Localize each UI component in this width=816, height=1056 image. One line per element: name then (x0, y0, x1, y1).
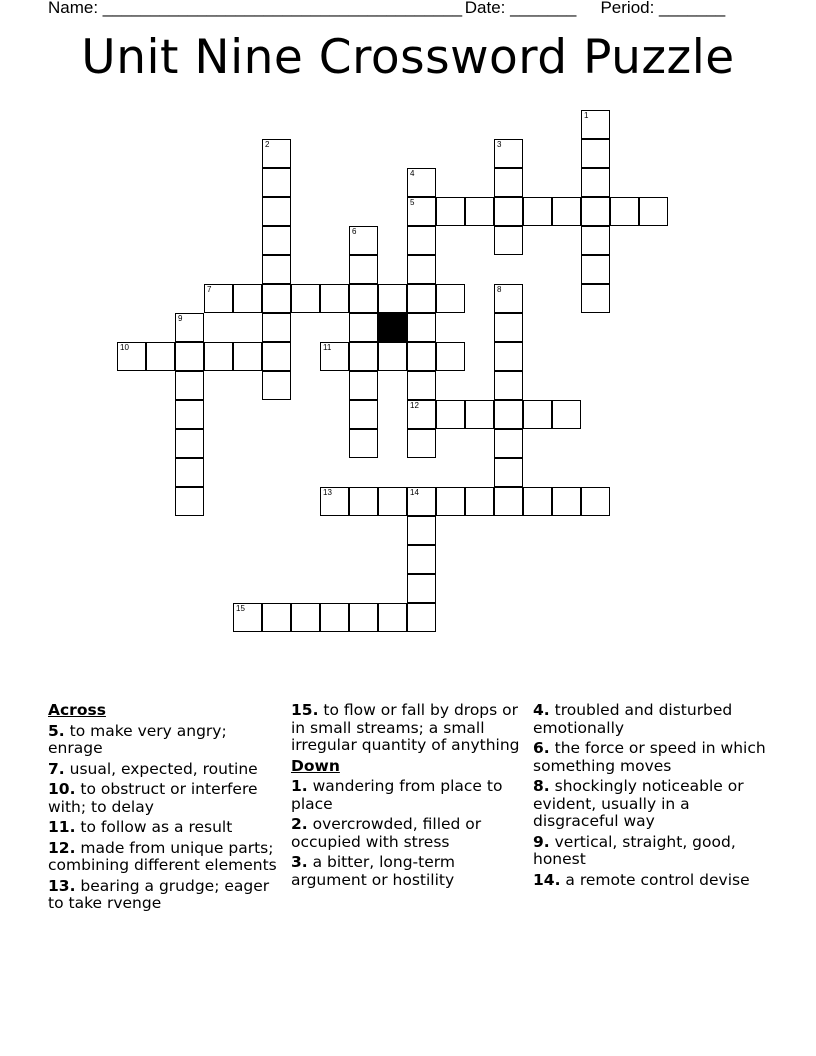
crossword-cell[interactable] (465, 400, 494, 429)
clues-column-2 (291, 702, 523, 892)
crossword-cell[interactable] (175, 342, 204, 371)
crossword-cell[interactable] (233, 342, 262, 371)
crossword-cell[interactable] (407, 284, 436, 313)
crossword-cell[interactable] (262, 168, 291, 197)
across-clue-list-continued (291, 702, 523, 755)
crossword-cell[interactable] (494, 400, 523, 429)
clue-item-text: a remote control devise (560, 870, 750, 889)
name-field-label[interactable]: Name: ______________________________________ (48, 0, 463, 17)
crossword-cell[interactable] (233, 284, 262, 313)
crossword-cell[interactable] (523, 487, 552, 516)
clue-number: 9 (178, 314, 183, 323)
crossword-cell[interactable] (581, 255, 610, 284)
clue-item (291, 778, 523, 813)
crossword-cell[interactable] (204, 284, 233, 313)
crossword-cell[interactable] (349, 255, 378, 284)
clue-item-text: to follow as a result (75, 818, 233, 836)
crossword-cell[interactable] (262, 371, 291, 400)
clue-item-number: 10. (48, 780, 76, 798)
crossword-cell[interactable] (465, 487, 494, 516)
clue-item-number: 11. (48, 818, 76, 836)
clue-number: 12 (410, 401, 419, 410)
clue-item (533, 702, 768, 737)
clue-item (533, 834, 768, 869)
clue-item (291, 816, 523, 851)
clue-item (48, 781, 280, 816)
crossword-cell[interactable] (407, 226, 436, 255)
clue-item (533, 740, 768, 775)
clue-item-text: a bitter, long-term argument or hostility (291, 853, 455, 889)
crossword-cell[interactable] (175, 400, 204, 429)
clues-column-1 (48, 702, 280, 916)
crossword-cell[interactable] (581, 487, 610, 516)
crossword-cell[interactable] (581, 197, 610, 226)
down-heading: Down (291, 756, 340, 775)
down-clue-list (291, 778, 523, 889)
crossword-cell[interactable] (175, 313, 204, 342)
crossword-cell[interactable] (378, 603, 407, 632)
clue-item (48, 819, 280, 837)
crossword-cell[interactable] (320, 342, 349, 371)
crossword-cell[interactable] (552, 487, 581, 516)
clue-item-number: 6. (533, 739, 550, 757)
clue-item-text: to make very angry; enrage (48, 721, 227, 757)
crossword-cell[interactable] (581, 284, 610, 313)
clue-number: 13 (323, 488, 332, 497)
clue-item (533, 872, 768, 890)
clue-number: 1 (584, 111, 589, 120)
clue-item-text: usual, expected, routine (64, 759, 258, 778)
crossword-cell[interactable] (320, 487, 349, 516)
clue-item-number: 1. (291, 777, 308, 795)
crossword-cell[interactable] (349, 603, 378, 632)
crossword-cell[interactable] (349, 371, 378, 400)
clue-number: 5 (410, 198, 415, 207)
crossword-cell[interactable] (204, 342, 233, 371)
crossword-cell[interactable] (407, 603, 436, 632)
crossword-cell[interactable] (320, 603, 349, 632)
crossword-cell[interactable] (436, 400, 465, 429)
clue-number: 7 (207, 285, 212, 294)
crossword-cell[interactable] (146, 342, 175, 371)
crossword-cell[interactable] (320, 284, 349, 313)
clue-item-number: 13. (48, 876, 76, 895)
crossword-cell[interactable] (494, 139, 523, 168)
crossword-cell[interactable] (175, 429, 204, 458)
crossword-cell[interactable] (436, 284, 465, 313)
crossword-cell[interactable] (349, 284, 378, 313)
crossword-cell[interactable] (610, 197, 639, 226)
crossword-cell[interactable] (233, 603, 262, 632)
clue-number: 11 (323, 343, 332, 352)
page-title: Unit Nine Crossword Puzzle (81, 30, 735, 85)
crossword-cell[interactable] (407, 400, 436, 429)
crossword-cell[interactable] (349, 313, 378, 342)
crossword-cell[interactable] (494, 313, 523, 342)
clue-item-number: 7. (48, 759, 65, 778)
clues-column-3 (533, 702, 768, 892)
clue-item-number: 8. (533, 777, 550, 795)
crossword-cell[interactable] (436, 197, 465, 226)
clue-item (48, 840, 280, 875)
crossword-cell[interactable] (407, 487, 436, 516)
crossword-cell[interactable] (349, 487, 378, 516)
clue-number: 8 (497, 285, 502, 294)
crossword-cell[interactable] (262, 342, 291, 371)
clue-item-number: 12. (48, 838, 76, 857)
crossword-cell[interactable] (291, 284, 320, 313)
crossword-cell[interactable] (407, 168, 436, 197)
crossword-cell[interactable] (262, 197, 291, 226)
clue-item-number: 9. (533, 832, 550, 851)
crossword-cell[interactable] (378, 342, 407, 371)
clue-item-text: to flow or fall by drops or in small streams; a small irregular quantity of anything (291, 701, 520, 754)
crossword-cell[interactable] (262, 603, 291, 632)
crossword-cell[interactable] (349, 400, 378, 429)
clue-item-text: shockingly noticeable or evident, usually in a disgraceful way (533, 777, 744, 830)
crossword-cell[interactable] (407, 516, 436, 545)
crossword-cell[interactable] (494, 458, 523, 487)
crossword-cell[interactable] (262, 313, 291, 342)
clue-number: 4 (410, 169, 415, 178)
clue-item-number: 15. (291, 701, 319, 719)
crossword-cell[interactable] (581, 110, 610, 139)
crossword-cell[interactable] (465, 197, 494, 226)
clue-number: 10 (120, 343, 129, 352)
crossword-cell[interactable] (407, 545, 436, 574)
crossword-cell[interactable] (117, 342, 146, 371)
clue-item-number: 2. (291, 815, 308, 833)
clue-item-number: 3. (291, 853, 308, 871)
clue-item-number: 14. (533, 870, 561, 889)
crossword-cell[interactable] (494, 371, 523, 400)
clue-item-number: 4. (533, 701, 550, 719)
clue-item-text: vertical, straight, good, honest (533, 832, 736, 868)
crossword-cell[interactable] (378, 487, 407, 516)
clue-item-text: wandering from place to place (291, 777, 503, 813)
crossword-cell[interactable] (349, 226, 378, 255)
crossword-cell[interactable] (175, 487, 204, 516)
crossword-cell[interactable] (494, 487, 523, 516)
crossword-cell[interactable] (523, 197, 552, 226)
clue-item-text: overcrowded, filled or occupied with stress (291, 815, 482, 851)
crossword-cell[interactable] (407, 313, 436, 342)
crossword-cell[interactable] (407, 371, 436, 400)
crossword-cell[interactable] (262, 139, 291, 168)
crossword-cell[interactable] (552, 400, 581, 429)
black-square (378, 313, 407, 342)
crossword-cell[interactable] (436, 487, 465, 516)
clue-item (291, 854, 523, 889)
clue-item (48, 878, 280, 913)
crossword-cell[interactable] (349, 342, 378, 371)
crossword-cell[interactable] (494, 342, 523, 371)
crossword-cell[interactable] (175, 458, 204, 487)
crossword-cell[interactable] (262, 226, 291, 255)
crossword-cell[interactable] (581, 168, 610, 197)
clue-number: 15 (236, 604, 245, 613)
clue-number: 3 (497, 140, 502, 149)
across-clue-list (48, 723, 280, 913)
crossword-cell[interactable] (581, 139, 610, 168)
crossword-cell[interactable] (262, 255, 291, 284)
clue-item-text: the force or speed in which something moves (533, 739, 766, 775)
crossword-cell[interactable] (349, 429, 378, 458)
crossword-cell[interactable] (436, 342, 465, 371)
crossword-cell[interactable] (639, 197, 668, 226)
clue-item (48, 723, 280, 758)
crossword-cell[interactable] (494, 284, 523, 313)
crossword-cell[interactable] (494, 429, 523, 458)
date-field-label[interactable]: Date: _______ (464, 0, 577, 17)
crossword-cell[interactable] (291, 603, 320, 632)
clue-number: 14 (410, 488, 419, 497)
period-field-label[interactable]: Period: _______ (600, 0, 726, 17)
clue-item (533, 778, 768, 831)
crossword-cell[interactable] (407, 574, 436, 603)
crossword-cell[interactable] (523, 400, 552, 429)
crossword-cell[interactable] (407, 429, 436, 458)
clue-item-number: 5. (48, 721, 65, 740)
crossword-cell[interactable] (581, 226, 610, 255)
crossword-cell[interactable] (407, 255, 436, 284)
crossword-cell[interactable] (262, 284, 291, 313)
clue-number: 6 (352, 227, 357, 236)
crossword-cell[interactable] (378, 284, 407, 313)
crossword-cell[interactable] (494, 226, 523, 255)
crossword-cell[interactable] (552, 197, 581, 226)
crossword-cell[interactable] (175, 371, 204, 400)
down-clue-list-continued (533, 702, 768, 889)
across-heading: Across (48, 701, 106, 719)
crossword-cell[interactable] (494, 168, 523, 197)
clue-number: 2 (265, 140, 270, 149)
clue-item-text: made from unique parts; combining different elements (48, 838, 277, 874)
clue-item (48, 761, 280, 779)
clue-item-text: troubled and disturbed emotionally (533, 701, 733, 737)
crossword-cell[interactable] (407, 197, 436, 226)
clue-item-text: bearing a grudge; eager to take rvenge (48, 876, 270, 912)
crossword-cell[interactable] (494, 197, 523, 226)
clue-item-text: to obstruct or interfere with; to delay (48, 780, 258, 816)
clue-item (291, 702, 523, 755)
crossword-cell[interactable] (407, 342, 436, 371)
